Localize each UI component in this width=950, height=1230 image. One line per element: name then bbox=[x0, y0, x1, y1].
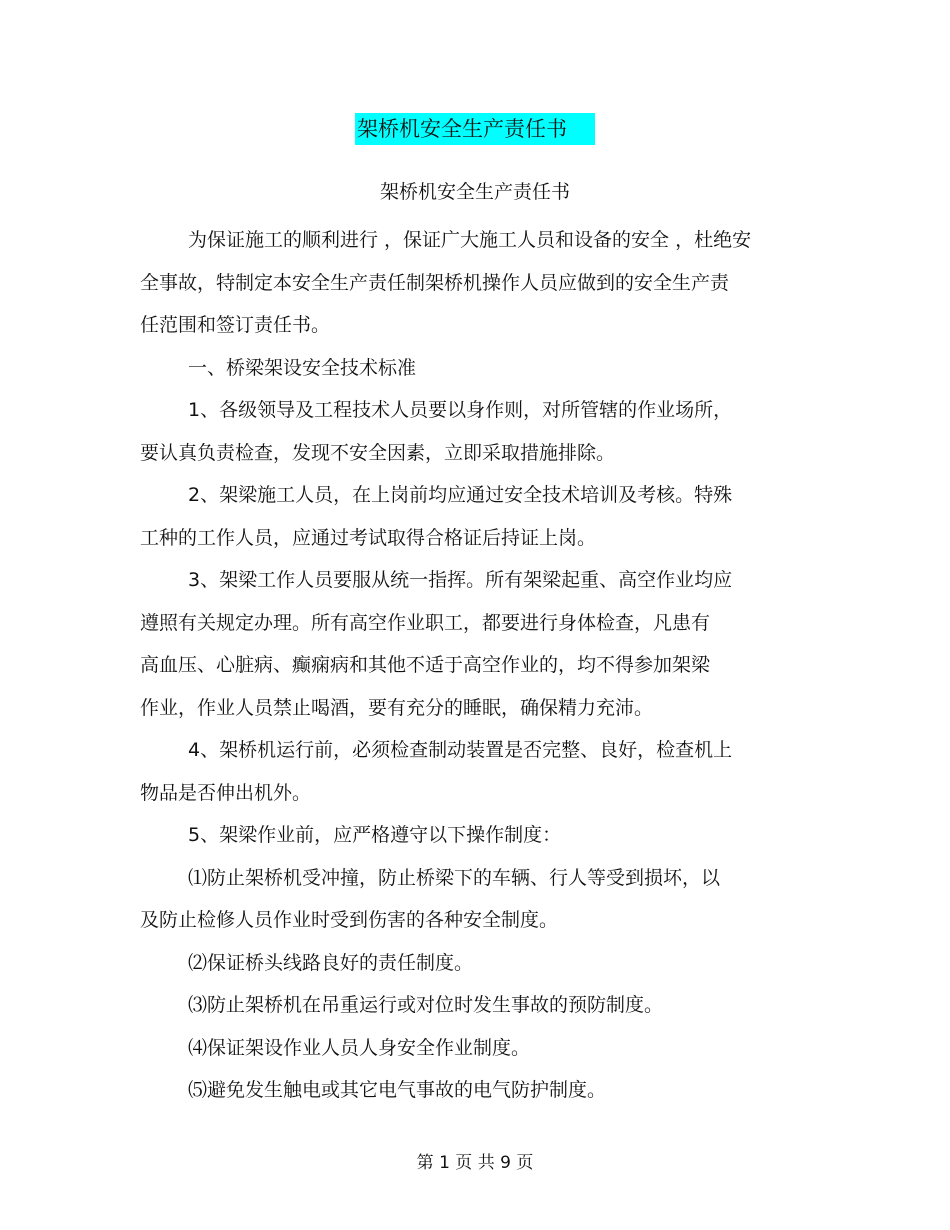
document-title: 架桥机安全生产责任书 bbox=[355, 113, 595, 145]
list-item: ⑵保证桥头线路良好的责任制度。 bbox=[188, 951, 474, 974]
paragraph-line: 1、各级领导及工程技术人员要以身作则，对所管辖的作业场所， bbox=[188, 399, 733, 421]
page-footer: 第 1 页 共 9 页 bbox=[416, 1153, 534, 1173]
paragraph-line: 工种的工作人员，应通过考试取得合格证后持证上岗。 bbox=[140, 526, 597, 549]
paragraph-line: 2、架梁施工人员，在上岗前均应通过安全技术培训及考核。特殊 bbox=[188, 484, 733, 506]
list-item: ⑷保证架设作业人员人身安全作业制度。 bbox=[188, 1036, 531, 1059]
document-title-wrap bbox=[0, 113, 950, 145]
paragraph-line: 3、架梁工作人员要服从统一指挥。所有架梁起重、高空作业均应 bbox=[188, 569, 733, 591]
list-item: ⑶防止架桥机在吊重运行或对位时发生事故的预防制度。 bbox=[188, 994, 664, 1016]
paragraph-line: 全事故，特制定本安全生产责任制架桥机操作人员应做到的安全生产责 bbox=[140, 271, 730, 294]
paragraph-line: 要认真负责检查，发现不安全因素，立即采取措施排除。 bbox=[140, 441, 616, 464]
section-heading: 一、桥梁架设安全技术标准 bbox=[188, 356, 417, 379]
paragraph-line: 任范围和签订责任书。 bbox=[140, 314, 331, 336]
paragraph-line: 作业，作业人员禁止喝酒，要有充分的睡眠，确保精力充沛。 bbox=[140, 696, 654, 719]
document-subtitle: 架桥机安全生产责任书 bbox=[379, 181, 570, 203]
document-body bbox=[140, 219, 820, 1112]
paragraph-line: 4、架桥机运行前，必须检查制动装置是否完整、良好，检查机上 bbox=[188, 739, 733, 761]
paragraph-line: 为保证施工的顺利进行 ，保证广大施工人员和设备的安全 ，杜绝安 bbox=[188, 229, 752, 251]
paragraph-line: 物品是否伸出机外。 bbox=[140, 781, 312, 804]
paragraph-line: 5、架梁作业前，应严格遵守以下操作制度： bbox=[188, 824, 562, 846]
paragraph-line: 高血压、心脏病、癫痫病和其他不适于高空作业的，均不得参加架梁 bbox=[140, 654, 711, 676]
list-item: ⑴防止架桥机受冲撞，防止桥梁下的车辆、行人等受到损坏，以 bbox=[188, 866, 721, 889]
list-item: ⑸避免发生触电或其它电气事故的电气防护制度。 bbox=[188, 1079, 607, 1101]
paragraph-line: 遵照有关规定办理。所有高空作业职工，都要进行身体检查，凡患有 bbox=[140, 611, 711, 634]
paragraph-line: 及防止检修人员作业时受到伤害的各种安全制度。 bbox=[140, 909, 559, 931]
